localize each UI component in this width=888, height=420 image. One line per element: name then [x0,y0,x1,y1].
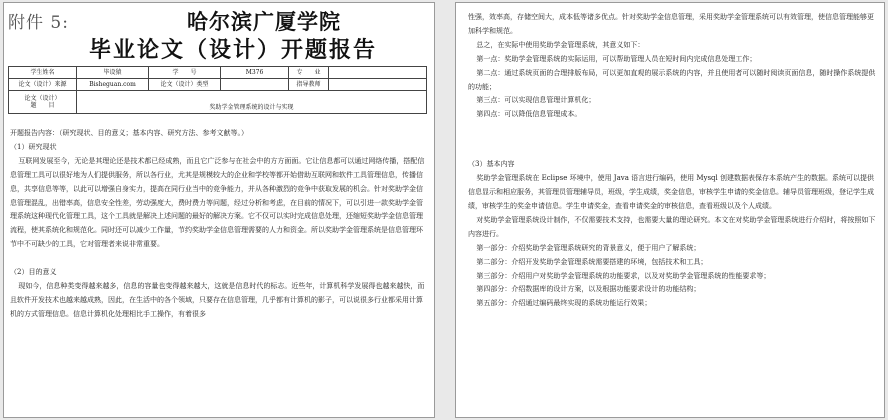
student-info-table [8,66,427,114]
spacer [10,252,428,266]
part-4: 第四部分：介绍数据库的设计方案，以及根据功能要求设计的功能结构； [476,285,701,294]
student-name-value: 毕设猿 [77,67,149,79]
type-value [221,79,289,91]
school-name: 哈尔滨广厦学院 [187,9,341,34]
part-2: 第二部分：介绍开发奖助学金管理系统需要搭建的环境，包括技术和工具； [476,257,708,266]
left-body-text [10,127,428,322]
advisor-label: 指导教师 [289,79,329,91]
major-label: 专 业 [289,67,329,79]
part-5: 第五部分：介绍通过编码最终实现的系统功能运行效果； [476,299,652,308]
right-body-text [468,11,878,311]
part-3: 第三部分：介绍用户对奖助学金管理系统的功能要求，以及对奖助学金管理系统的性能要求等； [476,271,771,280]
student-name-label: 学生姓名 [9,67,77,79]
student-id-value: M376 [221,67,289,79]
section2-paragraph: 现如今，信息种类变得越来越多，信息的容量也变得越来越大，这就是信息时代的标志。近些年，计算机科学发展得也越来越快，而且软件开发技术也越来越成熟，因此，在生活中的各个领域，只要存在信息管理，几乎都有计算机的影子，可以说很多行业都采用计算机的方式管理信息。信息计算机化处理相比手工操作，有着很多 [10,282,425,318]
right-document-page [455,2,885,418]
student-id-label: 学 号 [149,67,221,79]
point-4: 第四点：可以降低信息管理成本。 [476,110,582,119]
attachment-label: 附件 5: [8,13,69,33]
point-1: 第一点：奖助学金管理系统的实际运用，可以帮助管理人员在短时间内完成信息处理工作； [476,54,757,63]
type-label: 论文（设计）类型 [149,79,221,91]
advisor-value [329,79,427,91]
section1-heading: （1）研究现状 [10,142,57,151]
report-title: 毕业论文（设计）开题报告 [89,37,378,63]
table-row [9,91,427,114]
paragraph-continue: 性强，效率高，存储空间大，成本低等诸多优点。针对奖助学金信息管理，采用奖助学金管理系统可以有效管理，使信息管理能够更加科学和规范。 [468,13,874,35]
point-3: 第三点：可以实现信息管理计算机化； [476,96,596,105]
section2-heading: （2）目的意义 [10,268,57,277]
topic-value: 奖助学金管理系统的设计与实现 [77,91,427,114]
source-label: 论文（设计）来源 [9,79,77,91]
major-value [329,67,427,79]
spacer [468,122,878,158]
source-value: Bisheguan.com [77,79,149,91]
point-2: 第二点：通过系统页面的合理排版布局，可以更加直观的展示系统的内容，并且使用者可以随时阅读页面信息，随时操作系统提供的功能； [468,68,876,91]
section3-heading: （3）基本内容 [468,160,515,169]
left-document-page [3,2,435,418]
section-intro: 开题报告内容：（研究现状、目的意义；基本内容、研究方法、参考文献等。） [10,129,248,137]
paragraph-summary: 总之，在实际中使用奖助学金管理系统，其意义如下： [476,40,645,49]
table-row [9,67,427,79]
topic-label: 论文（设计） 题 目 [9,91,77,114]
section3-paragraph-1: 奖助学金管理系统在 Eclipse 环境中，使用 Java 语言进行编码，使用 Mysql 创建数据表保存本系统产生的数据。系统可以提供信息显示和相应服务，其管理员管理辅导员，班级，学生成绩，奖金信息，审核学生申请的奖金信息。辅导员管理班级，登记学生成绩，审核学生的奖金申请信息。学生申请奖金，查看申请奖金的审核信息，查看班级以及个人成绩。 [468,174,875,210]
section3-paragraph-2: 对奖助学金管理系统设计制作，不仅需要技术支持，也需要大量的理论研究。本文在对奖助学金管理系统进行介绍时，将按照如下内容进行。 [468,215,876,238]
table-row [9,79,427,91]
section1-paragraph: 互联网发展至今，无论是其理论还是技术都已经成熟，而且它广泛参与在社会中的方方面面。它让信息都可以通过网络传播，搭配信息管理工具可以很好地为人们提供服务，所以各行业，尤其是规模较大的企业和学校等都开始借助互联网和软件工具管理信息，传播信息，共享信息等等，以此可以增强自身实力，提高在同行业当中的竞争能力，并从各种激烈的竞争中获取发展的机会。针对奖助学金信息管理混乱，出错率高，信息安全性差，劳动强度大，费时费力等问题，经过分析和考虑，在目前的情况下，可以引进一款奖助学金管理系统这种现代化管理工具，这个工具就是解决上述问题的最好的解决方案。它不仅可以实时完成信息处理，还缩短奖助学金信息管理流程，使其系统化和规范化。同时还可以减少工作量，节约奖助学金信息管理需要的人力和资金。所以奖助学金管理系统是信息管理环节中不可缺少的工具，它对管理者来说非常重要。 [10,156,425,249]
part-1: 第一部分：介绍奖助学金管理系统研究的背景意义，便于用户了解系统； [476,243,701,252]
